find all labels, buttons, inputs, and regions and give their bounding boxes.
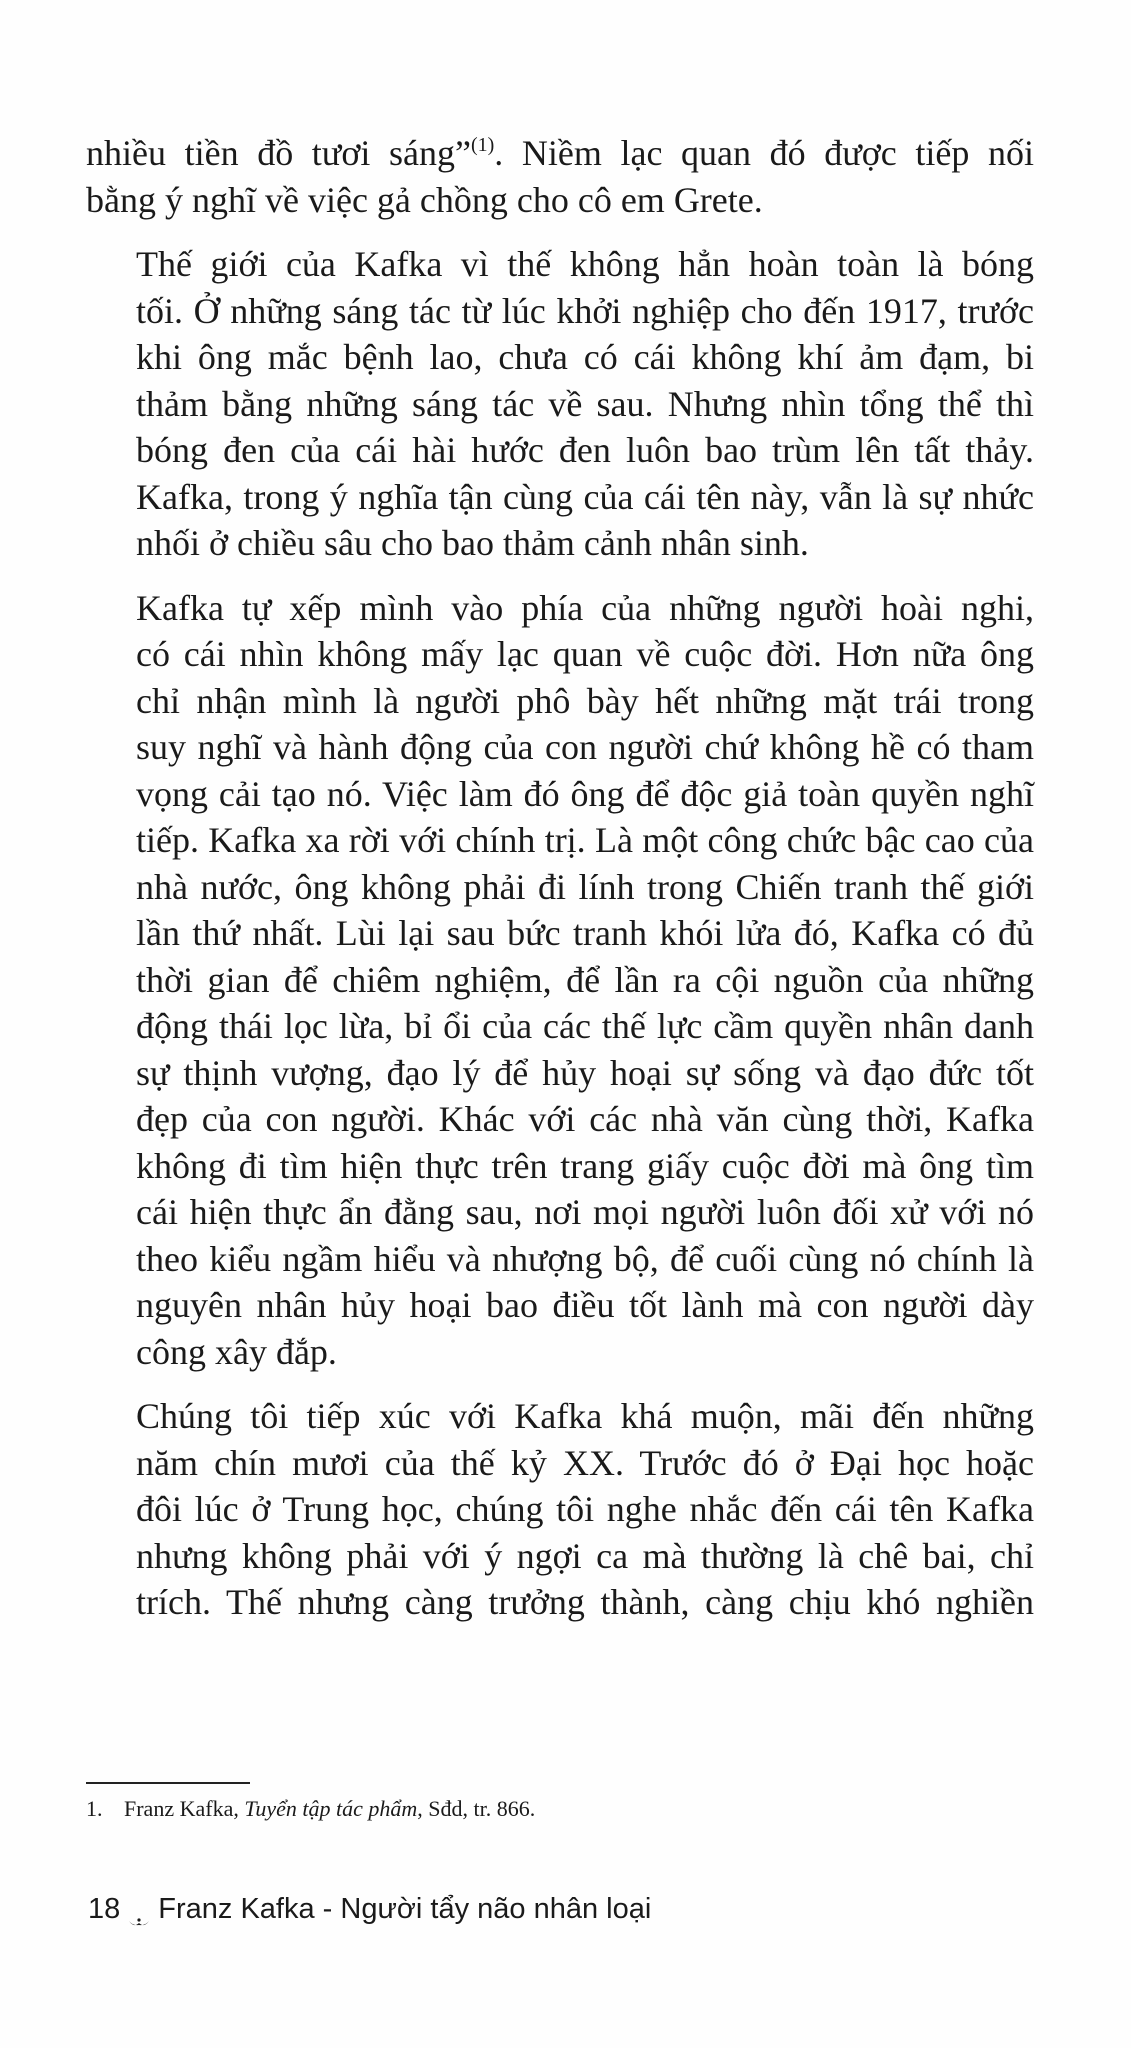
text-line: chỉ nhận mình là người phô bày hết những mặt trái trong	[136, 680, 1034, 721]
text-line: nhối ở chiều sâu cho bao thảm cảnh nhân sinh.	[136, 523, 809, 563]
text-line: cái hiện thực ẩn đằng sau, nơi mọi người luôn đối xử với nó	[136, 1192, 1034, 1232]
footnote-author: Franz Kafka,	[124, 1796, 245, 1821]
text-line: có cái nhìn không mấy lạc quan về cuộc đời. Hơn nữa ông	[136, 634, 1034, 674]
footnote-source: , Sđd, tr. 866.	[417, 1796, 536, 1821]
text-line: bằng ý nghĩ về việc gả chồng cho cô em Grete.	[86, 179, 763, 220]
text-line: khi ông mắc bệnh lao, chưa có cái không khí ảm đạm, bi	[136, 337, 1034, 377]
footnote-reference[interactable]: (1)	[470, 134, 495, 156]
text-line: thảm bằng những sáng tác về sau. Nhưng nhìn tổng thể thì	[136, 383, 1034, 424]
paragraph-3	[86, 585, 1034, 1376]
text-line: Thế giới của Kafka vì thế không hẳn hoàn toàn là bóng	[136, 244, 1034, 284]
paragraph-4	[86, 1393, 1034, 1626]
text-line: nguyên nhân hủy hoại bao điều tốt lành mà con người dày	[136, 1285, 1034, 1325]
text-line: tối. Ở những sáng tác từ lúc khởi nghiệp cho đến 1917, trước	[136, 290, 1034, 331]
text-line: bóng đen của cái hài hước đen luôn bao trùm lên tất thảy.	[136, 430, 1034, 470]
text-line: nhiều tiền đồ tươi sáng”$^{(1)}$. Niềm lạc quan đó được tiếp nối	[86, 133, 1034, 173]
footnote	[86, 1796, 535, 1822]
text-line: nhà nước, ông không phải đi lính trong Chiến tranh thế giới	[136, 866, 1034, 907]
text-line: thời gian để chiêm nghiệm, để lần ra cội nguồn của những	[136, 959, 1034, 1000]
text-line: trích. Thế nhưng càng trưởng thành, càng chịu khó nghiền	[136, 1582, 1034, 1622]
decorative-flourish-icon	[128, 1904, 150, 1916]
paragraph-2	[86, 241, 1034, 567]
paragraph-1	[86, 130, 1034, 223]
text-line: Chúng tôi tiếp xúc với Kafka khá muộn, mãi đến những	[136, 1396, 1034, 1436]
text-line: vọng cải tạo nó. Việc làm đó ông để độc giả toàn quyền nghĩ	[136, 773, 1034, 814]
text-line: đẹp của con người. Khác với các nhà văn cùng thời, Kafka	[136, 1099, 1034, 1139]
text-line: không đi tìm hiện thực trên trang giấy cuộc đời mà ông tìm	[136, 1145, 1034, 1186]
page-number: 18	[88, 1893, 121, 1925]
body-text	[86, 130, 1034, 1644]
text-line: Kafka, trong ý nghĩa tận cùng của cái tên này, vẫn là sự nhức	[136, 476, 1034, 517]
text-line: lần thứ nhất. Lùi lại sau bức tranh khói lửa đó, Kafka có đủ	[136, 913, 1034, 953]
text-line: năm chín mươi của thế kỷ XX. Trước đó ở Đại học hoặc	[136, 1442, 1034, 1483]
text-line: nhưng không phải với ý ngợi ca mà thường là chê bai, chỉ	[136, 1535, 1034, 1576]
text-line: sự thịnh vượng, đạo lý để hủy hoại sự sống và đạo đức tốt	[136, 1052, 1034, 1093]
text-line: động thái lọc lừa, bỉ ổi của các thế lực cầm quyền nhân danh	[136, 1006, 1034, 1046]
footnote-number: 1.	[86, 1796, 103, 1821]
text-line: công xây đắp.	[136, 1331, 337, 1372]
footnote-separator	[86, 1782, 250, 1784]
page-footer	[88, 1893, 651, 1926]
running-title: Franz Kafka - Người tẩy não nhân loại	[158, 1893, 652, 1925]
text-line: đôi lúc ở Trung học, chúng tôi nghe nhắc đến cái tên Kafka	[136, 1489, 1034, 1529]
text-line: suy nghĩ và hành động của con người chứ không hề có tham	[136, 727, 1034, 767]
footnote-title: Tuyển tập tác phẩm	[244, 1796, 418, 1821]
text-line: Kafka tự xếp mình vào phía của những người hoài nghi,	[136, 587, 1034, 628]
text-line: theo kiểu ngầm hiểu và nhượng bộ, để cuối cùng nó chính là	[136, 1238, 1034, 1279]
text-line: tiếp. Kafka xa rời với chính trị. Là một công chức bậc cao của	[136, 820, 1034, 860]
